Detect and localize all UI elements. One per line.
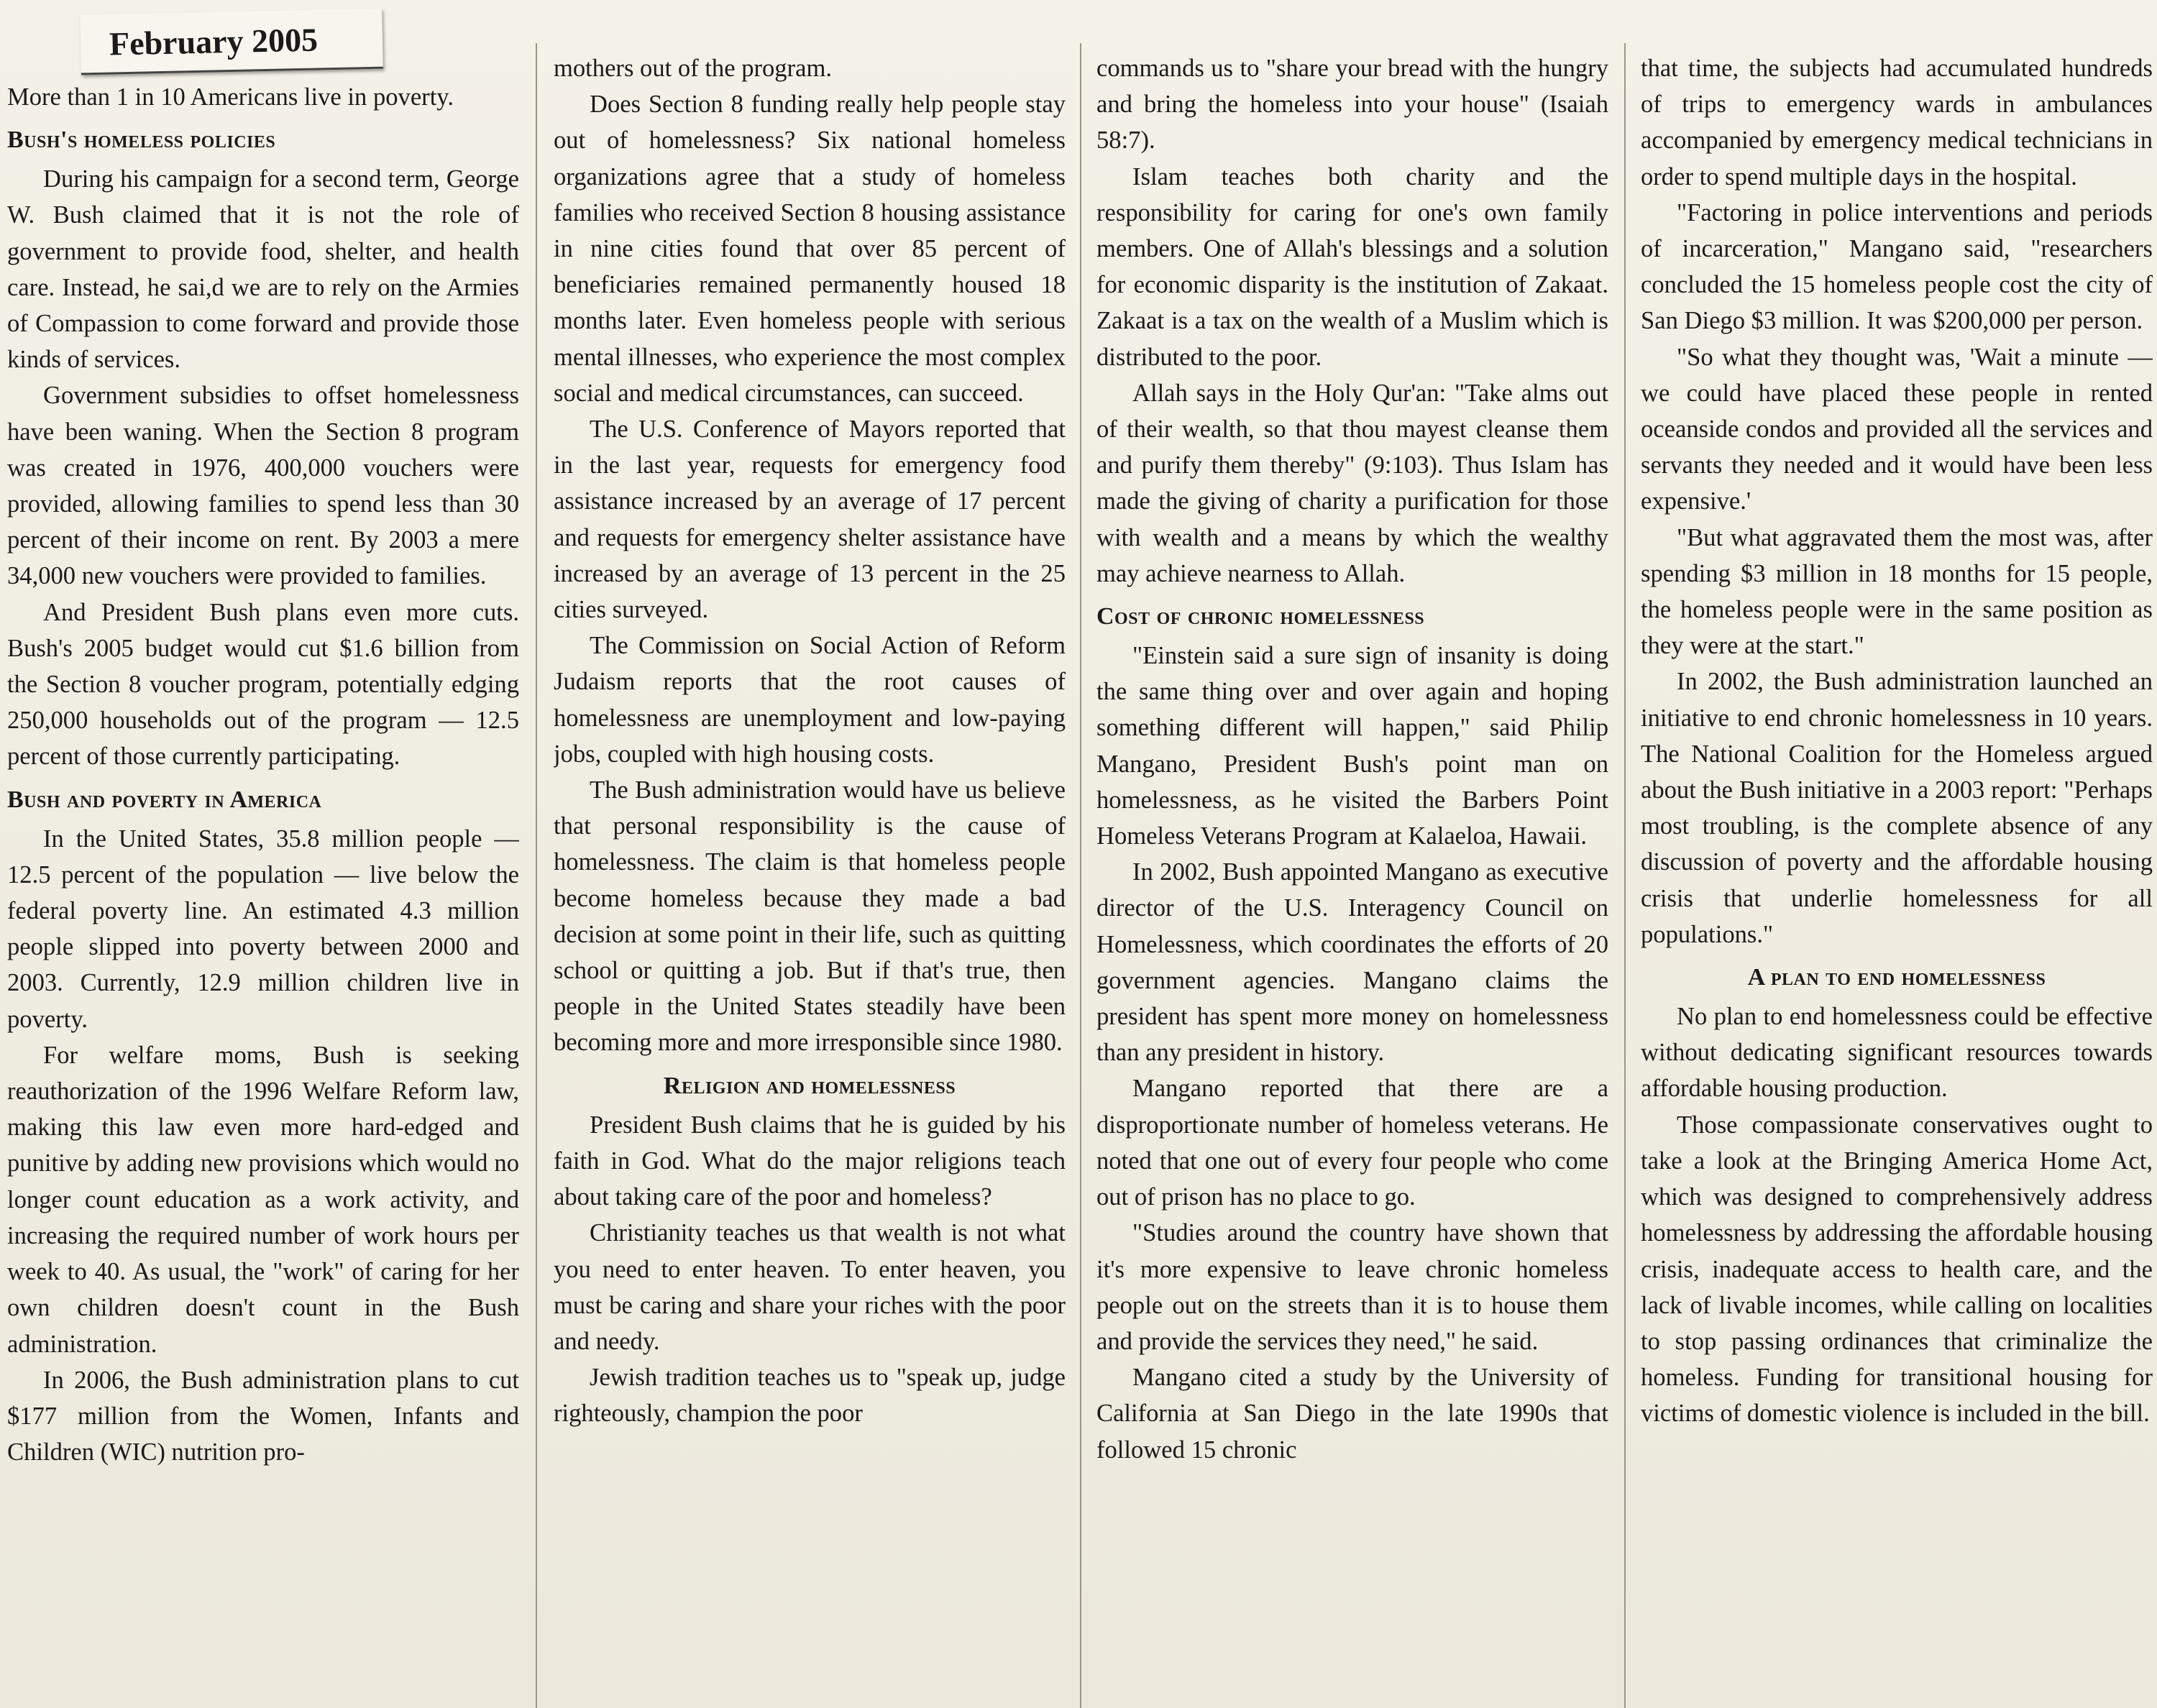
paragraph: "Factoring in police interventions and periods of incarceration," Mangano said, "researchers concluded the 15 homeless people cost the city of San Diego $3 million. It was $200,000 per person. (1641, 198, 2153, 335)
paragraph: For welfare moms, Bush is seeking reauthorization of the 1996 Welfare Reform law, making this law even more hard-edged and punitive by adding new provisions which would no longer count education as a work activity, and increasing the required number of work hours per week to 40. As usual, the "work" of caring for her own children doesn't count in the Bush administration. (7, 1041, 519, 1358)
section-heading: A plan to end homelessness (1747, 964, 2046, 991)
paragraph: In 2002, Bush appointed Mangano as executive director of the U.S. Interagency Council on Homelessness, which coordinates the efforts of 20 government agencies. Mangano claims the president has spent more money on homelessness than any president in history. (1096, 858, 1608, 1067)
paragraph: Does Section 8 funding really help people stay out of homelessness? Six national homeless organizations agree that a study of homeless families who received Section 8 housing assistance in nine cities found that over 85 percent of beneficiaries remained permanently housed 18 months later. Even homeless people with serious mental illnesses, who experience the most complex social and medical circumstances, can succeed. (554, 91, 1066, 407)
paragraph: During his campaign for a second term, George W. Bush claimed that it is not the role of government to provide food, shelter, and health care. Instead, he sai,d we are to rely on the Armies of Compassion to come forward and provide those kinds of services. (7, 165, 519, 374)
paragraph: commands us to "share your bread with the hungry and bring the homeless into your house" (Isaiah 58:7). (1096, 55, 1608, 155)
paragraph: In 2002, the Bush administration launched an initiative to end chronic homelessness in 10 years. The National Coalition for the Homeless argued about the Bush initiative in a 2003 report: "Perhaps most troubling, is the complete absence of any discussion of poverty and the affordable housing crisis that underlie homelessness for all populations." (1641, 668, 2153, 948)
paragraph: No plan to end homelessness could be effective without dedicating significant resources towards affordable housing production. (1641, 1003, 2153, 1103)
paragraph: Jewish tradition teaches us to "speak up, judge righteously, champion the poor (554, 1364, 1066, 1428)
paragraph: In the United States, 35.8 million people — 12.5 percent of the population — live below the federal poverty line. An estimated 4.3 million people slipped into poverty between 2000 and 2003. Currently, 12.9 million children live in poverty. (7, 825, 519, 1033)
date-label: February 2005 (80, 9, 383, 75)
column-rule (1624, 43, 1626, 1708)
paragraph: "But what aggravated them the most was, after spending $3 million in 18 months for 15 people, the homeless people were in the same position as they were at the start." (1641, 523, 2153, 660)
paragraph: that time, the subjects had accumulated hundreds of trips to emergency wards in ambulances accompanied by emergency medical technicians in order to spend multiple days in the hospital. (1641, 55, 2153, 190)
paragraph: Mangano cited a study by the University of California at San Diego in the late 1990s that followed 15 chronic (1096, 1364, 1608, 1464)
paragraph: Christianity teaches us that wealth is not what you need to enter heaven. To enter heaven, you must be caring and share your riches with the poor and needy. (554, 1219, 1066, 1355)
section-heading: Religion and homelessness (663, 1072, 956, 1099)
article-column-4 (1641, 0, 2153, 1708)
paragraph: More than 1 in 10 Americans live in poverty. (7, 83, 454, 111)
article-column-1 (7, 0, 519, 1708)
paragraph: Those compassionate conservatives ought to take a look at the Bringing America Home Act, which was designed to comprehensively address homelessness by addressing the affordable housing crisis, inadequate access to health care, and the lack of livable incomes, while calling on localities to stop passing ordinances that criminalize the homeless. Funding for transitional housing for victims of domestic violence is included in the bill. (1641, 1111, 2153, 1428)
paragraph: President Bush claims that he is guided by his faith in God. What do the major religions teach about taking care of the poor and homeless? (554, 1111, 1066, 1211)
column-rule (536, 43, 537, 1708)
paragraph: In 2006, the Bush administration plans to cut $177 million from the Women, Infants and Children (WIC) nutrition pro- (7, 1366, 519, 1466)
section-heading: Bush and poverty in America (7, 786, 322, 813)
paragraph: Mangano reported that there are a disproportionate number of homeless veterans. He noted that one out of every four people who come out of prison has no place to go. (1096, 1075, 1608, 1211)
paragraph: The U.S. Conference of Mayors reported that in the last year, requests for emergency food assistance increased by an average of 17 percent and requests for emergency shelter assistance have increased by an average of 13 percent in the 25 cities surveyed. (554, 415, 1066, 624)
paragraph: mothers out of the program. (554, 55, 832, 82)
paragraph: The Commission on Social Action of Reform Judaism reports that the root causes of homelessness are unemployment and low-paying jobs, coupled with high housing costs. (554, 632, 1066, 768)
paragraph: The Bush administration would have us believe that personal responsibility is the cause of homelessness. The claim is that homeless people become homeless because they made a bad decision at some point in their life, such as quitting school or quitting a job. But if that's true, then people in the United States steadily have been becoming more and more irresponsible since 1980. (554, 776, 1066, 1057)
section-heading: Bush's homeless policies (7, 127, 276, 154)
paragraph: "So what they thought was, 'Wait a minute — we could have placed these people in rented oceanside condos and provided all the services and servants they needed and it would have been less expensive.' (1641, 343, 2153, 515)
paragraph: "Studies around the country have shown that it's more expensive to leave chronic homeless people out on the streets than it is to house them and provide the services they need," he said. (1096, 1219, 1608, 1355)
paragraph: "Einstein said a sure sign of insanity is doing the same thing over and over again and hoping something different will happen," said Philip Mangano, President Bush's point man on homelessness, as he visited the Barbers Point Homeless Veterans Program at Kalaeloa, Hawaii. (1096, 642, 1608, 850)
paragraph: Islam teaches both charity and the responsibility for caring for one's own family members. One of Allah's blessings and a solution for economic disparity is the institution of Zakaat. Zakaat is a tax on the wealth of a Muslim which is distributed to the poor. (1096, 162, 1608, 371)
column-rule (1080, 43, 1081, 1708)
article-column-2 (554, 0, 1066, 1708)
section-heading: Cost of chronic homelessness (1096, 603, 1425, 630)
article-column-3 (1096, 0, 1608, 1708)
paragraph: Allah says in the Holy Qur'an: "Take alms out of their wealth, so that thou mayest cleanse them and purify them thereby" (9:103). Thus Islam has made the giving of charity a purification for those with wealth and a means by which the wealthy may achieve nearness to Allah. (1096, 379, 1608, 587)
paragraph: Government subsidies to offset homelessness have been waning. When the Section 8 program was created in 1976, 400,000 vouchers were provided, allowing families to spend less than 30 percent of their income on rent. By 2003 a mere 34,000 new vouchers were provided to families. (7, 382, 519, 590)
paragraph: And President Bush plans even more cuts. Bush's 2005 budget would cut $1.6 billion from the Section 8 voucher program, potentially edging 250,000 households out of the program — 12.5 percent of those currently participating. (7, 598, 519, 771)
